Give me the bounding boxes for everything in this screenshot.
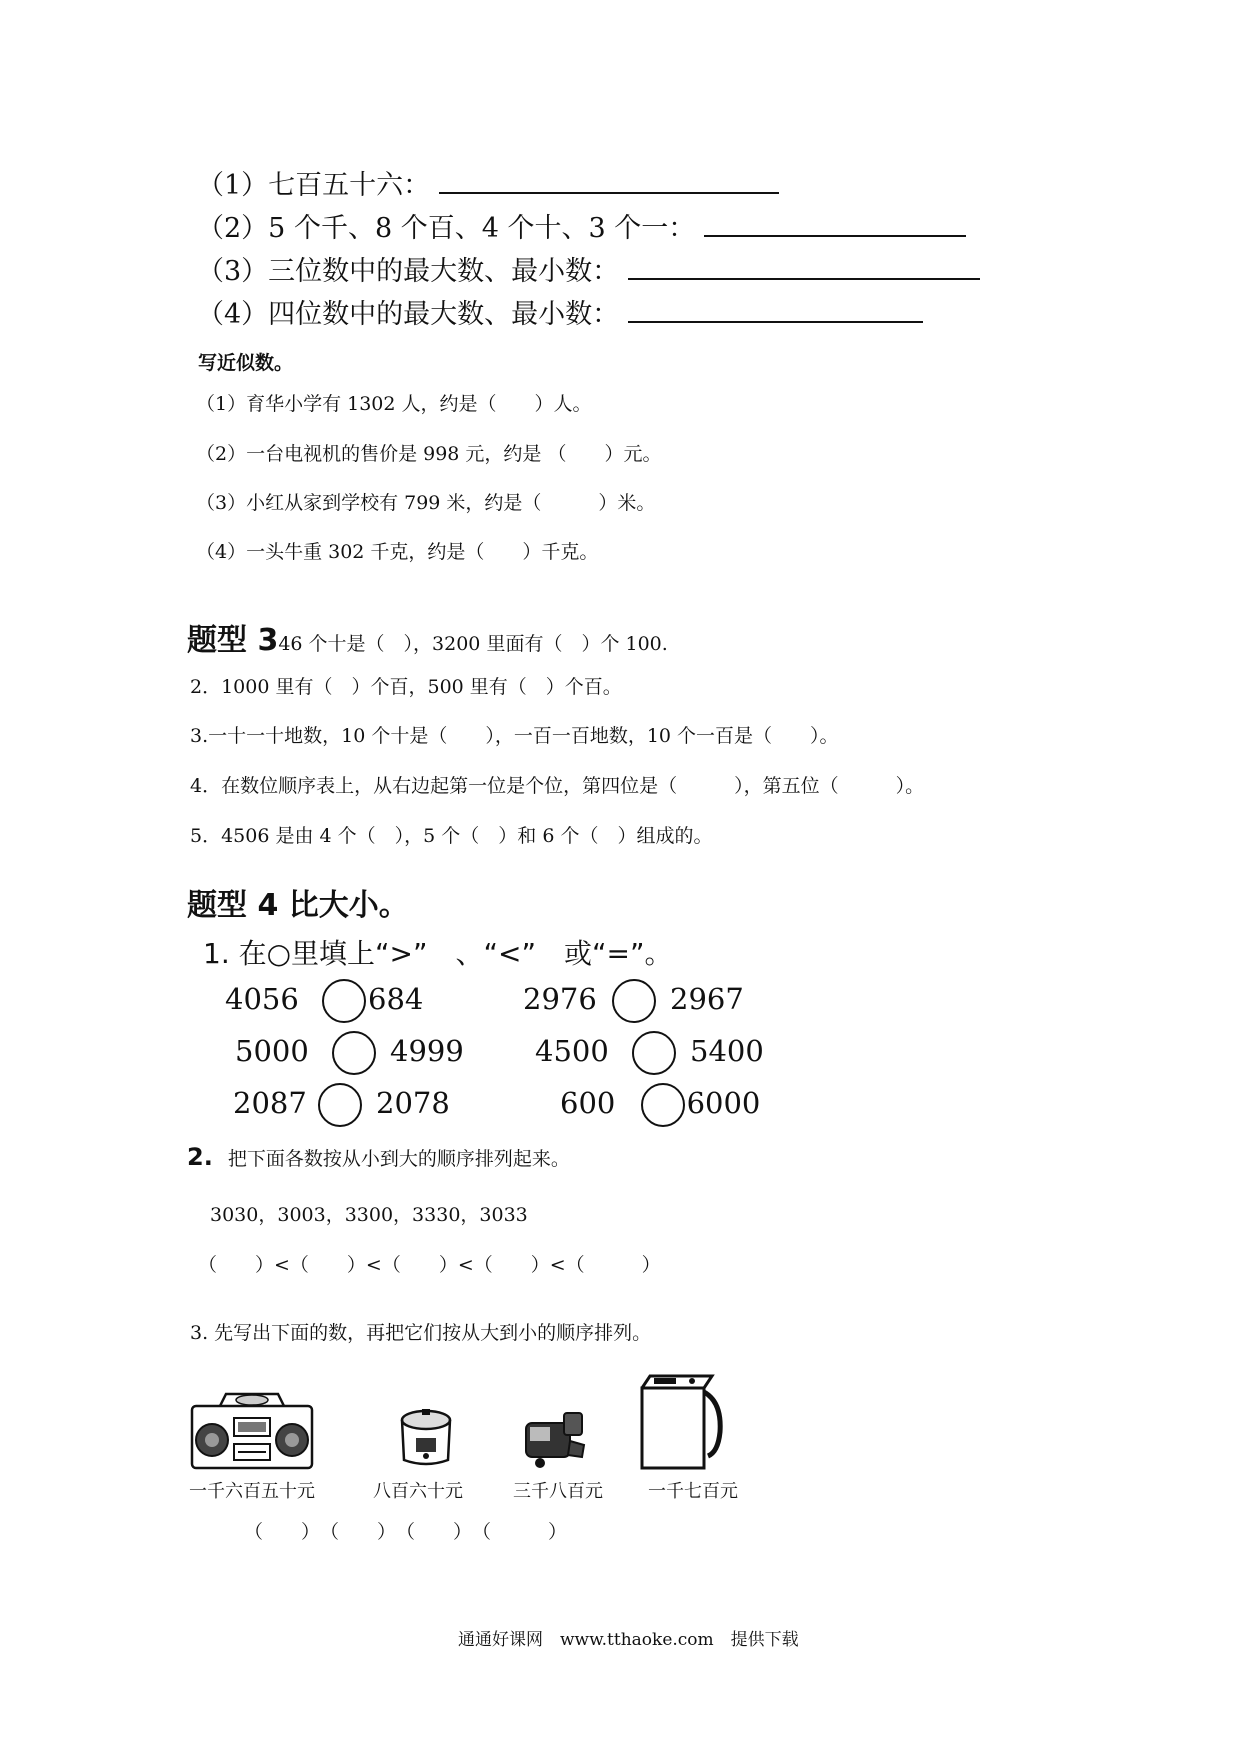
compare-right: 6000 bbox=[686, 1086, 761, 1120]
compare-left: 2976 bbox=[523, 982, 597, 1016]
radio-cassette-icon bbox=[190, 1388, 314, 1472]
compare-pair-6 bbox=[560, 1083, 760, 1127]
approx-item-3: （3）小红从家到学校有 799 米，约是（ ）米。 bbox=[196, 492, 656, 514]
write-item-label: （2）5 个千、8 个百、4 个十、3 个一： bbox=[197, 213, 696, 244]
washing-machine-icon bbox=[636, 1372, 730, 1472]
goods-label-4: 一千七百元 bbox=[648, 1481, 738, 1502]
approx-item-1: （1）育华小学有 1302 人，约是（ ）人。 bbox=[196, 393, 592, 415]
type4-q2 bbox=[187, 1143, 570, 1171]
write-item-3 bbox=[197, 249, 980, 288]
type3-line-1 bbox=[187, 615, 668, 659]
answer-line[interactable] bbox=[628, 277, 980, 280]
type4-q2-text: 把下面各数按从小到大的顺序排列起来。 bbox=[227, 1148, 570, 1170]
type3-q1: 46 个十是（ ），3200 里面有（ ）个 100. bbox=[278, 633, 668, 655]
type4-q2-numbers: 3030，3003，3300，3330，3033 bbox=[210, 1204, 528, 1226]
type3-item-2: 2．1000 里有（ ）个百，500 里有（ ）个百。 bbox=[190, 676, 622, 698]
compare-left: 4056 bbox=[225, 982, 299, 1016]
compare-right: 5400 bbox=[690, 1034, 764, 1068]
goods-label-3: 三千八百元 bbox=[513, 1481, 603, 1502]
type4-q2-blanks[interactable]: （ ）<（ ）<（ ）<（ ）<（ ） bbox=[198, 1254, 661, 1276]
compare-circle[interactable] bbox=[322, 979, 366, 1023]
compare-pair-2 bbox=[523, 979, 744, 1023]
compare-pair-5 bbox=[233, 1083, 450, 1127]
type3-item-5: 5．4506 是由 4 个（ ），5 个（ ）和 6 个（ ）组成的。 bbox=[190, 825, 713, 847]
compare-right: 684 bbox=[368, 982, 424, 1016]
compare-pair-3 bbox=[235, 1031, 464, 1075]
compare-circle[interactable] bbox=[318, 1083, 362, 1127]
answer-line[interactable] bbox=[704, 234, 966, 237]
compare-circle[interactable] bbox=[332, 1031, 376, 1075]
compare-circle[interactable] bbox=[612, 979, 656, 1023]
compare-left: 5000 bbox=[235, 1034, 309, 1068]
type4-q2-number: 2. bbox=[187, 1143, 213, 1171]
type4-q1: 1. 在○里填上“>” 、“<” 或“=”。 bbox=[203, 937, 673, 970]
write-item-4 bbox=[197, 292, 923, 331]
write-item-2 bbox=[197, 206, 966, 245]
compare-left: 4500 bbox=[535, 1034, 609, 1068]
compare-circle[interactable] bbox=[632, 1031, 676, 1075]
type4-q3: 3. 先写出下面的数，再把它们按从大到小的顺序排列。 bbox=[190, 1322, 652, 1344]
goods-label-2: 八百六十元 bbox=[373, 1481, 463, 1502]
compare-right: 2078 bbox=[376, 1086, 450, 1120]
compare-pair-1 bbox=[225, 979, 423, 1023]
type3-item-3: 3.一十一十地数，10 个十是（ ），一百一百地数，10 个一百是（ ）。 bbox=[190, 725, 839, 747]
compare-left: 2087 bbox=[233, 1086, 307, 1120]
write-item-label: （3）三位数中的最大数、最小数： bbox=[197, 256, 620, 287]
approx-title: 写近似数。 bbox=[198, 352, 294, 374]
type3-title: 题型 3 bbox=[187, 623, 279, 658]
type4-title: 题型 4 比大小。 bbox=[187, 888, 409, 923]
compare-pair-4 bbox=[535, 1031, 764, 1075]
write-item-1 bbox=[197, 163, 779, 202]
compare-circle[interactable] bbox=[641, 1083, 685, 1127]
compare-right: 4999 bbox=[390, 1034, 464, 1068]
compare-right: 2967 bbox=[670, 982, 744, 1016]
write-item-label: （1）七百五十六： bbox=[197, 170, 431, 201]
rice-cooker-icon bbox=[398, 1408, 454, 1470]
approx-item-2: （2）一台电视机的售价是 998 元，约是 （ ）元。 bbox=[196, 443, 662, 465]
type3-item-4: 4．在数位顺序表上，从右边起第一位是个位，第四位是（ ），第五位（ ）。 bbox=[190, 775, 925, 797]
goods-label-1: 一千六百五十元 bbox=[189, 1481, 315, 1502]
camcorder-icon bbox=[520, 1405, 588, 1469]
approx-item-4: （4）一头牛重 302 千克，约是（ ）千克。 bbox=[196, 541, 599, 563]
answer-line[interactable] bbox=[439, 191, 779, 194]
page-footer: 通通好课网 www.tthaoke.com 提供下载 bbox=[458, 1630, 799, 1650]
write-item-label: （4）四位数中的最大数、最小数： bbox=[197, 299, 620, 330]
type4-q3-blanks[interactable]: （ ） （ ） （ ） （ ） bbox=[244, 1521, 568, 1543]
answer-line[interactable] bbox=[628, 320, 923, 323]
compare-left: 600 bbox=[560, 1086, 616, 1120]
